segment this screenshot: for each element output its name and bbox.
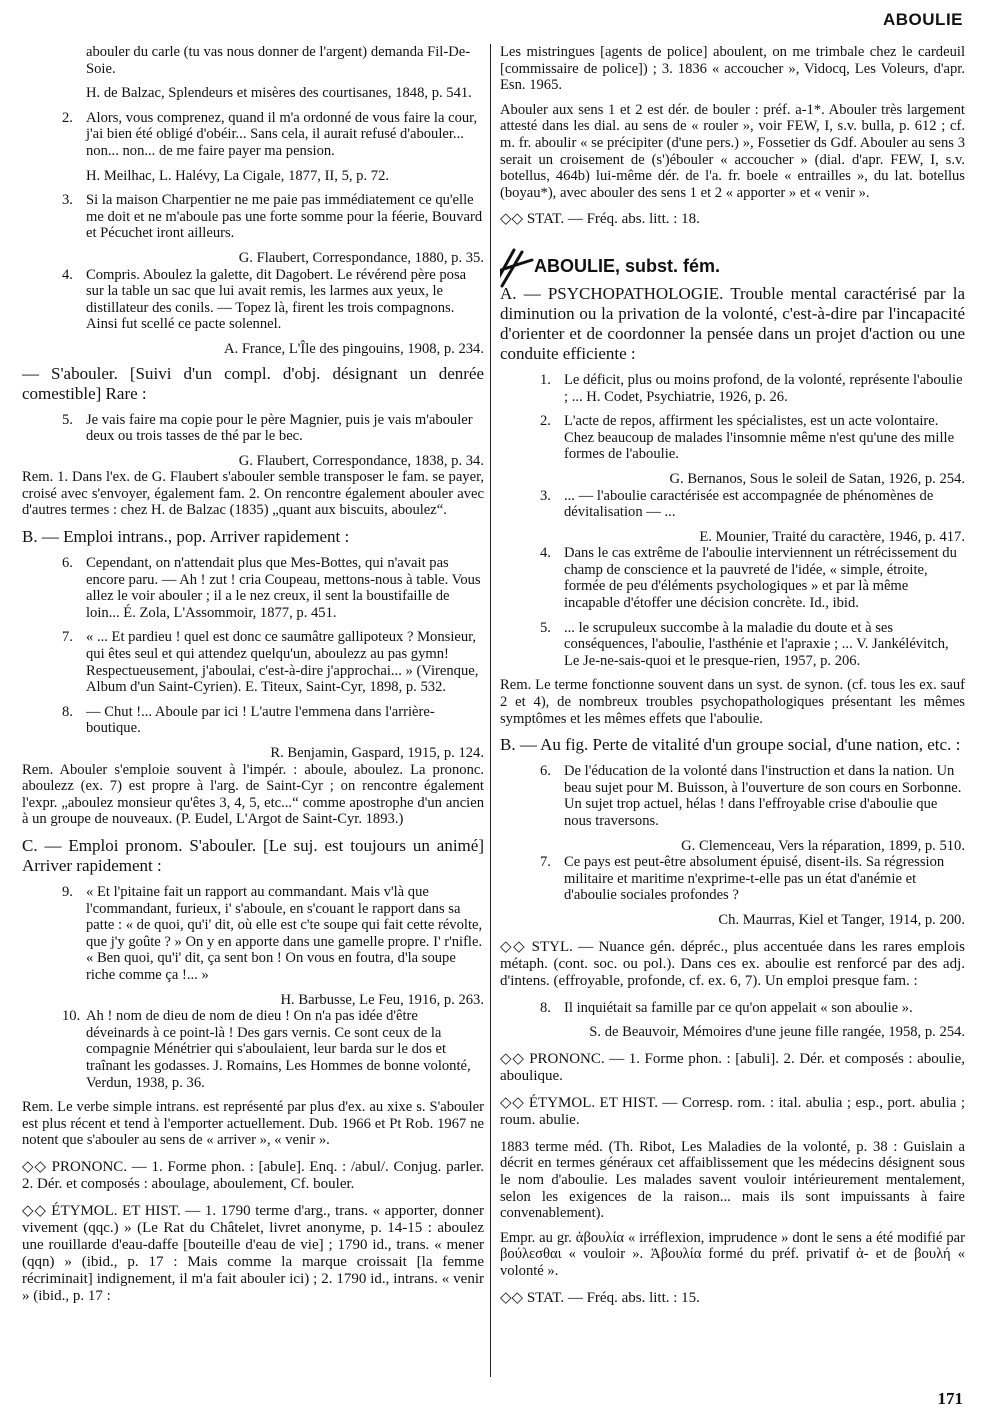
example-number: 9. bbox=[62, 883, 73, 900]
example-number: 4. bbox=[540, 545, 551, 562]
example-text: Il inquiétait sa famille par ce qu'on appelait « son aboulie ». bbox=[564, 999, 913, 1016]
source-citation: H. Meilhac, L. Halévy, La Cigale, 1877, II, 5, p. 72. bbox=[86, 167, 390, 184]
example-text: Compris. Aboulez la galette, dit Dagobert. Le révérend père posa sur la table un sac que lui avait remis, les larmes aux yeux, le distillateur des conils. — Topez là, firent les trois compagnons. Ainsi fut scellé ce pacte solennel. bbox=[86, 266, 467, 333]
example-text: De l'éducation de la volonté dans l'instruction et dans la nation. Un beau sujet pour M. Buisson, à l'ouverture de son cours en Sorbonne. Un sujet trop actuel, hélas ! dans l'effroyable crise d'aboulie que nous traversons. bbox=[564, 763, 962, 829]
example-text: Alors, vous comprenez, quand il m'a ordonné de vous faire la cour, j'ai bien été obligé d'obéir... Sans cela, il aurait refusé d'abouler... non... non... de me faire payer ma pension. bbox=[86, 109, 478, 159]
example-number: 3. bbox=[540, 487, 551, 504]
example-number: 2. bbox=[540, 413, 551, 430]
example-continuation: abouler du carle (tu vas nous donner de l'argent) demanda Fil-De-Soie. bbox=[86, 44, 471, 77]
section-heading: B. — Emploi intrans., pop. Arriver rapidement : bbox=[22, 527, 350, 547]
example-text: ... le scrupuleux succombe à la maladie du doute et à ses conséquences, l'aboulie, l'asthénie et l'apraxie ; ... V. Jankélévitch, Le Je-ne-sais-quoi et le presque-rien, 1957, p. 206. bbox=[564, 619, 949, 669]
rubric-paragraph: ◇◇ PRONONC. — 1. Forme phon. : [abuli]. 2. Dér. et composés : aboulie, aboulique. bbox=[500, 1050, 965, 1084]
section-heading: — S'abouler. [Suivi d'un compl. d'obj. désignant un denrée comestible] Rare : bbox=[22, 363, 484, 403]
running-head: ABOULIE bbox=[883, 10, 963, 29]
remark-paragraph: Rem. Le terme fonctionne souvent dans un syst. de synon. (cf. tous les ex. sauf 2 et 4), de nombreux troubles psychopathologiques présentant les mêmes symptômes et les mêmes effets que l'aboulie. bbox=[500, 677, 965, 727]
example-quote bbox=[500, 763, 965, 829]
source-citation: H. Barbusse, Le Feu, 1916, p. 263. bbox=[280, 991, 484, 1008]
example-number: 8. bbox=[62, 703, 73, 720]
remark-paragraph: Rem. Abouler s'emploie souvent à l'impér. : aboule, aboulez. La prononc. aboulezz (ex. 7) est propre à l'arg. de Saint-Cyr ; on rencontre également l'expr. „aboulez monsieur qu'êtes 3, 4, 5, etc...“ comme apostrophe d'un ancien à un groupe de nouveaux. (P. Eudel, L'Argot de Saint-Cyr. 1893.) bbox=[22, 761, 484, 828]
remark-paragraph: Les mistringues [agents de police] aboulent, on me trimbale chez le cardeuil [commissaire de police]) ; 3. 1836 « accoucher », Vidocq, Les Voleurs, d'apr. Esn. 1965. bbox=[500, 44, 965, 94]
example-number: 8. bbox=[540, 999, 551, 1016]
example-text: « Et l'pitaine fait un rapport au commandant. Mais v'là que l'commandant, furieux, i' s'aboule, en s'couant le rapport dans sa patte : « de quoi, qu'i' dit, où elle est c'te soupe qui fait cette révolte, que j'y goûte ? » On y en apporte dans une gamelle propre. I' r'nifle. « Ben quoi, qu'i' dit, ça sent bon ! On vous en foutra, d'la soupe riche comme ça !... » bbox=[86, 883, 483, 983]
example-text: Je vais faire ma copie pour le père Magnier, puis je vais m'abouler deux ou trois tasses de thé par le bec. bbox=[86, 411, 473, 445]
example-quote bbox=[500, 545, 965, 611]
example-quote bbox=[500, 854, 965, 904]
example-number: 6. bbox=[62, 555, 73, 572]
example-text: « ... Et pardieu ! quel est donc ce saumâtre gallipoteux ? Monsieur, qui êtes seul et qui attendez quelqu'un, aboulezz au pas gymn! Respectueusement, j'aboulai, c'est-à-dire j'approchai... » (Virenque, Album d'un Saint-Cyrien). E. Titeux, Saint-Cyr, 1898, p. 532. bbox=[86, 629, 479, 696]
example-text: ... — l'aboulie caractérisée est accompagnée de phénomènes de dévitalisation — ... bbox=[564, 487, 934, 521]
example-number: 10. bbox=[62, 1008, 81, 1025]
headword-text: ABOULIE, subst. fém. bbox=[534, 256, 721, 277]
example-text: Le déficit, plus ou moins profond, de la volonté, représente l'aboulie ; ... H. Codet, Psychiatrie, 1926, p. 26. bbox=[564, 371, 963, 405]
example-quote bbox=[22, 555, 484, 621]
remark-paragraph: Rem. Le verbe simple intrans. est représenté par plus d'ex. au xixe s. S'abouler est plus récent et tend à l'emporter actuellement. Dub. 1966 et Pt Rob. 1967 ne notent que s'abouler au sens de « arriver », « venir ». bbox=[22, 1099, 484, 1149]
section-heading: B. — Au fig. Perte de vitalité d'un groupe social, d'une nation, etc. : bbox=[500, 735, 961, 755]
page-number: 171 bbox=[937, 1389, 963, 1408]
right-column bbox=[500, 44, 965, 1377]
example-quote bbox=[22, 412, 484, 445]
rubric-paragraph: ◇◇ STYL. — Nuance gén. dépréc., plus accentuée dans les rares emplois métaph. (cont. soc. ou pol.). Dans ces ex. aboulie est renforcé par des adj. d'intens. (effroyable, profonde, cf. ex. 6, 7). Un emploi presque fam. : bbox=[500, 938, 965, 989]
example-number: 1. bbox=[540, 371, 551, 388]
source-citation: H. de Balzac, Splendeurs et misères des courtisanes, 1848, p. 541. bbox=[86, 85, 472, 102]
example-text: L'acte de repos, affirment les spécialistes, est un acte volontaire. Chez beaucoup de malades l'insomnie même n'est qu'une des mille formes de l'aboulie. bbox=[564, 413, 955, 463]
example-text: Cependant, on n'attendait plus que Mes-Bottes, qui n'avait pas encore paru. — Ah ! zut ! cria Coupeau, mettons-nous à table. Vous allez le voir abouler ; il a le nez creux, il sent la boustifaille de loin... É. Zola, L'Assommoir, 1877, p. 451. bbox=[86, 555, 481, 621]
example-number: 4. bbox=[62, 266, 73, 283]
example-number: 7. bbox=[540, 854, 551, 871]
example-text: — Chut !... Aboule par ici ! L'autre l'emmena dans l'arrière-boutique. bbox=[86, 703, 435, 737]
example-text: Dans le cas extrême de l'aboulie interviennent un rétrécissement du champ de conscience et la pauvreté de l'idée, « simple, étroite, formée de peu d'éléments psychologiques » et par là même incapable d'étoffer une décision concrète. Id., ibid. bbox=[564, 545, 957, 612]
example-number: 5. bbox=[62, 411, 73, 428]
example-number: 3. bbox=[62, 192, 73, 209]
column-divider bbox=[490, 44, 491, 1377]
section-heading: C. — Emploi pronom. S'abouler. [Le suj. est toujours un animé] Arriver rapidement : bbox=[22, 835, 484, 875]
example-number: 7. bbox=[62, 629, 73, 646]
source-citation: R. Benjamin, Gaspard, 1915, p. 124. bbox=[270, 745, 484, 761]
example-quote bbox=[22, 110, 484, 160]
rubric-paragraph: ◇◇ PRONONC. — 1. Forme phon. : [abule]. Enq. : /abul/. Conjug. parler. 2. Dér. et composés : aboulage, aboulement, Cf. bouler. bbox=[22, 1158, 484, 1192]
example-number: 6. bbox=[540, 763, 551, 780]
rubric-paragraph: ◇◇ STAT. — Fréq. abs. litt. : 18. bbox=[500, 211, 700, 228]
source-citation: Ch. Maurras, Kiel et Tanger, 1914, p. 200. bbox=[718, 911, 965, 928]
source-citation: G. Flaubert, Correspondance, 1838, p. 34. bbox=[238, 452, 484, 469]
example-quote bbox=[22, 192, 484, 242]
example-quote bbox=[500, 372, 965, 405]
source-citation: S. de Beauvoir, Mémoires d'une jeune fille rangée, 1958, p. 254. bbox=[589, 1024, 965, 1041]
example-text: Ah ! nom de dieu de nom de dieu ! On n'a pas idée d'être déveinards à ce point-là ! Des gars vernis. Ce sont ceux de la compagnie Ménétrier qui s'aboulaient, leur barda sur le dos et traînant les godasses. J. Romains, Les Hommes de bonne volonté, Verdun, 1938, p. 36. bbox=[86, 1008, 471, 1091]
example-quote bbox=[22, 629, 484, 695]
example-quote bbox=[22, 267, 484, 333]
example-quote bbox=[22, 704, 484, 737]
example-quote bbox=[500, 620, 965, 670]
example-quote bbox=[500, 488, 965, 521]
source-citation: G. Bernanos, Sous le soleil de Satan, 1926, p. 254. bbox=[669, 470, 965, 487]
example-text: Si la maison Charpentier ne me paie pas immédiatement ce qu'elle me doit et ne m'aboule pas une forte somme pour la féerie, Bouvard et Pécuchet iront ailleurs. bbox=[86, 192, 483, 242]
source-citation: G. Flaubert, Correspondance, 1880, p. 35. bbox=[238, 249, 484, 266]
remark-paragraph: Abouler aux sens 1 et 2 est dér. de bouler : préf. a-1*. Abouler très largement attesté dans les dial. au sens de « rouler », voir FEW, I, s.v. bulla, p. 612 ; cf. m. fr. aboulir « se précipiter (d'une pers.) », Fossetier ds Gdf. Abouler au sens 3 serait un croisement de (s')ébouler « accoucher » (dial. d'apr. FEW, I, s.v. botellus, 464b) lui-même dér. de l'a. fr. boele « entrailles », du lat. botellus (boyau*), avec abouler des sens 1 et 2 « apporter » et « venir ». bbox=[500, 101, 965, 201]
left-column bbox=[22, 44, 484, 1377]
example-text: Ce pays est peut-être absolument épuisé, disent-ils. Sa régression militaire et maritime n'exprime-t-elle pas un état d'anémie et d'aboulie sociales profondes ? bbox=[564, 854, 945, 904]
example-quote bbox=[22, 884, 484, 984]
example-quote bbox=[500, 1000, 965, 1017]
example-number: 5. bbox=[540, 619, 551, 636]
source-citation: G. Clemenceau, Vers la réparation, 1899, p. 510. bbox=[681, 837, 965, 854]
source-citation: A. France, L'Île des pingouins, 1908, p. 234. bbox=[223, 340, 484, 357]
rubric-paragraph: ◇◇ ÉTYMOL. ET HIST. — Corresp. rom. : ital. abulia ; esp., port. abulia ; roum. abulie. bbox=[500, 1094, 965, 1128]
example-quote bbox=[500, 413, 965, 463]
remark-paragraph: 1883 terme méd. (Th. Ribot, Les Maladies de la volonté, p. 38 : Guislain a décrit en termes généraux cet affaiblissement que les médecins désignent sous le nom d'aboulie. Les malades savent vouloir intérieurement mentalement, selon les exigences de la raison... mais ils sont impuissants à faire convenablement). bbox=[500, 1138, 965, 1222]
source-citation: E. Mounier, Traité du caractère, 1946, p. 417. bbox=[699, 528, 965, 545]
headword bbox=[500, 258, 965, 276]
example-number: 2. bbox=[62, 109, 73, 126]
rubric-paragraph: ◇◇ ÉTYMOL. ET HIST. — 1. 1790 terme d'arg., trans. « apporter, donner vivement (qqc.) » (Le Rat du Châtelet, livret anonyme, p. 14-15 : aboulez une rouillarde d'eau-daffe [bouteille d'eau de vie] ; 1790 id., trans. « mener (qqn) » (ibid., p. 17 : Mais comme la marque croissait [la femme récriminait] indignement, il m'a fait abouler ici) ; 2. 1790 id., intrans. « venir » (ibid., p. 17 : bbox=[22, 1202, 484, 1304]
remark-paragraph: Rem. 1. Dans l'ex. de G. Flaubert s'abouler semble transposer le fam. se payer, croisé avec s'envoyer, également fam. 2. On rencontre également abouler avec d'autres termes : chez H. de Balzac (1835) „quant aux biscuits, aboulez“. bbox=[22, 469, 484, 519]
rubric-paragraph: ◇◇ STAT. — Fréq. abs. litt. : 15. bbox=[500, 1289, 700, 1306]
handwritten-mark-icon bbox=[500, 246, 536, 290]
remark-paragraph: Empr. au gr. ἀβουλία « irréflexion, imprudence » dont le sens a été modifié par βούλεσθαι « vouloir ». Ἀβουλία formé du préf. privatif ἀ- et de βουλή « volonté ». bbox=[500, 1229, 965, 1279]
section-heading: A. — PSYCHOPATHOLOGIE. Trouble mental caractérisé par la diminution ou la privation de la volonté, c'est-à-dire par l'incapacité d'orienter et de coordonner la pensée dans un projet d'action ou une conduite efficiente : bbox=[500, 283, 965, 363]
example-quote bbox=[22, 1008, 484, 1091]
